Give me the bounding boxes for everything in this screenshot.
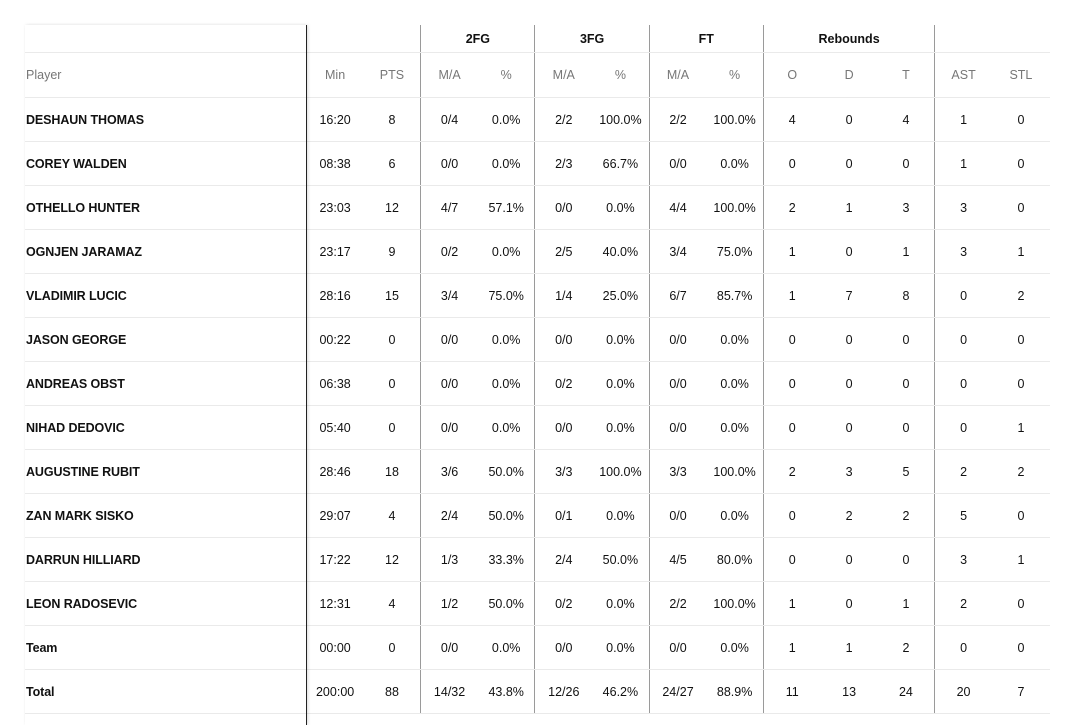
player-name[interactable]: DARRUN HILLIARD	[25, 538, 307, 582]
col-header-stl[interactable]: STL	[992, 53, 1050, 98]
cell-min: 06:38	[307, 362, 364, 406]
cell-ft-pct: 80.0%	[706, 538, 763, 582]
cell-ft-pct: 100.0%	[706, 582, 763, 626]
cell-2fg-pct: 50.0%	[478, 450, 535, 494]
cell-min: 28:16	[307, 274, 364, 318]
cell-2fg-ma: 1/2	[421, 582, 478, 626]
group-header-general	[307, 25, 421, 53]
cell-pts: 0	[364, 362, 421, 406]
col-header-reb-d[interactable]: D	[821, 53, 878, 98]
cell-ft-pct: 0.0%	[706, 142, 763, 186]
cell-2fg-ma: 0/2	[421, 230, 478, 274]
cell-2fg-ma: 0/0	[421, 406, 478, 450]
cell-3fg-ma: 0/2	[535, 582, 592, 626]
cell-2fg-ma: 0/0	[421, 142, 478, 186]
col-header-player[interactable]: Player	[25, 53, 307, 98]
cell-reb-d: 1	[821, 626, 878, 670]
cell-ft-ma: 0/0	[649, 142, 706, 186]
player-name: Team	[25, 626, 307, 670]
cell-reb-d: 0	[821, 230, 878, 274]
cell-reb-d: 0	[821, 362, 878, 406]
player-row	[25, 406, 1050, 450]
cell-ft-ma: 4/4	[649, 186, 706, 230]
cell-min: 05:40	[307, 406, 364, 450]
cell-reb-t: 0	[878, 142, 935, 186]
cell-pts: 0	[364, 318, 421, 362]
cell-3fg-ma: 2/2	[535, 98, 592, 142]
cell-min: 00:00	[307, 626, 364, 670]
cell-2fg-ma: 3/6	[421, 450, 478, 494]
cell-3fg-ma: 0/0	[535, 318, 592, 362]
cell-3fg-pct: 0.0%	[592, 186, 649, 230]
cell-3fg-pct: 66.7%	[592, 142, 649, 186]
cell-2fg-pct: 0.0%	[478, 406, 535, 450]
cell-ft-pct: 100.0%	[706, 450, 763, 494]
cell-reb-d: 0	[821, 582, 878, 626]
cell-3fg-ma: 0/2	[535, 362, 592, 406]
cell-min: 23:03	[307, 186, 364, 230]
player-name[interactable]: AUGUSTINE RUBIT	[25, 450, 307, 494]
cell-3fg-ma: 2/3	[535, 142, 592, 186]
cell-ast: 2	[935, 450, 992, 494]
cell-reb-d: 0	[821, 98, 878, 142]
cell-reb-o: 0	[763, 538, 820, 582]
cell-reb-o: 11	[763, 670, 820, 714]
cell-2fg-ma: 0/0	[421, 362, 478, 406]
cell-2fg-pct: 0.0%	[478, 362, 535, 406]
cell-stl: 7	[992, 670, 1050, 714]
group-header-row	[25, 25, 1050, 53]
table-body	[25, 98, 1050, 714]
cell-reb-t: 8	[878, 274, 935, 318]
cell-reb-o: 1	[763, 274, 820, 318]
player-name[interactable]: COREY WALDEN	[25, 142, 307, 186]
cell-min: 00:22	[307, 318, 364, 362]
cell-3fg-pct: 0.0%	[592, 626, 649, 670]
player-name[interactable]: LEON RADOSEVIC	[25, 582, 307, 626]
player-name[interactable]: ZAN MARK SISKO	[25, 494, 307, 538]
cell-2fg-ma: 1/3	[421, 538, 478, 582]
cell-ast: 1	[935, 98, 992, 142]
player-row	[25, 538, 1050, 582]
cell-stl: 0	[992, 142, 1050, 186]
cell-pts: 12	[364, 538, 421, 582]
cell-3fg-pct: 50.0%	[592, 538, 649, 582]
cell-ft-pct: 0.0%	[706, 362, 763, 406]
cell-ast: 0	[935, 626, 992, 670]
cell-reb-o: 0	[763, 494, 820, 538]
cell-reb-o: 4	[763, 98, 820, 142]
cell-ft-pct: 100.0%	[706, 98, 763, 142]
player-name[interactable]: OGNJEN JARAMAZ	[25, 230, 307, 274]
cell-ft-ma: 0/0	[649, 494, 706, 538]
cell-3fg-pct: 0.0%	[592, 362, 649, 406]
cell-reb-t: 1	[878, 582, 935, 626]
column-header-row	[25, 53, 1050, 98]
group-header-player	[25, 25, 307, 53]
cell-ft-ma: 4/5	[649, 538, 706, 582]
cell-reb-d: 7	[821, 274, 878, 318]
table-header	[25, 25, 1050, 98]
cell-3fg-ma: 0/1	[535, 494, 592, 538]
cell-ft-pct: 85.7%	[706, 274, 763, 318]
cell-2fg-ma: 0/0	[421, 626, 478, 670]
cell-min: 28:46	[307, 450, 364, 494]
cell-pts: 4	[364, 582, 421, 626]
group-header-ft: FT	[649, 25, 763, 53]
player-name[interactable]: NIHAD DEDOVIC	[25, 406, 307, 450]
cell-3fg-pct: 25.0%	[592, 274, 649, 318]
cell-stl: 1	[992, 406, 1050, 450]
cell-2fg-pct: 0.0%	[478, 230, 535, 274]
cell-ft-pct: 100.0%	[706, 186, 763, 230]
cell-2fg-pct: 43.8%	[478, 670, 535, 714]
cell-2fg-ma: 4/7	[421, 186, 478, 230]
cell-ft-ma: 3/4	[649, 230, 706, 274]
cell-reb-t: 0	[878, 318, 935, 362]
cell-2fg-pct: 75.0%	[478, 274, 535, 318]
cell-ft-pct: 88.9%	[706, 670, 763, 714]
cell-3fg-pct: 0.0%	[592, 318, 649, 362]
cell-reb-t: 0	[878, 538, 935, 582]
cell-reb-t: 1	[878, 230, 935, 274]
player-row	[25, 142, 1050, 186]
cell-2fg-ma: 2/4	[421, 494, 478, 538]
col-header-min[interactable]: Min	[307, 53, 364, 98]
player-row	[25, 230, 1050, 274]
cell-stl: 0	[992, 98, 1050, 142]
cell-stl: 2	[992, 450, 1050, 494]
col-header-reb-o[interactable]: O	[763, 53, 820, 98]
cell-reb-d: 3	[821, 450, 878, 494]
cell-ft-pct: 75.0%	[706, 230, 763, 274]
cell-stl: 0	[992, 318, 1050, 362]
player-row	[25, 98, 1050, 142]
box-score-table	[25, 25, 1050, 714]
cell-ft-ma: 3/3	[649, 450, 706, 494]
cell-ft-pct: 0.0%	[706, 494, 763, 538]
cell-2fg-pct: 57.1%	[478, 186, 535, 230]
cell-3fg-ma: 1/4	[535, 274, 592, 318]
col-header-ft-pct[interactable]: %	[706, 53, 763, 98]
col-header-2fg-ma[interactable]: M/A	[421, 53, 478, 98]
cell-stl: 0	[992, 582, 1050, 626]
cell-pts: 15	[364, 274, 421, 318]
cell-3fg-pct: 0.0%	[592, 494, 649, 538]
cell-2fg-pct: 0.0%	[478, 318, 535, 362]
cell-reb-t: 0	[878, 362, 935, 406]
cell-pts: 8	[364, 98, 421, 142]
cell-ast: 1	[935, 142, 992, 186]
group-header-2fg: 2FG	[421, 25, 535, 53]
cell-ft-ma: 6/7	[649, 274, 706, 318]
cell-reb-d: 13	[821, 670, 878, 714]
cell-reb-o: 1	[763, 582, 820, 626]
cell-reb-o: 0	[763, 142, 820, 186]
cell-2fg-ma: 14/32	[421, 670, 478, 714]
cell-stl: 2	[992, 274, 1050, 318]
player-row	[25, 186, 1050, 230]
cell-reb-o: 0	[763, 318, 820, 362]
cell-2fg-pct: 0.0%	[478, 98, 535, 142]
cell-3fg-pct: 100.0%	[592, 98, 649, 142]
player-row	[25, 582, 1050, 626]
cell-3fg-pct: 46.2%	[592, 670, 649, 714]
cell-pts: 88	[364, 670, 421, 714]
cell-ast: 0	[935, 406, 992, 450]
cell-stl: 0	[992, 626, 1050, 670]
cell-reb-o: 2	[763, 186, 820, 230]
cell-reb-o: 0	[763, 406, 820, 450]
cell-reb-t: 5	[878, 450, 935, 494]
cell-3fg-ma: 3/3	[535, 450, 592, 494]
cell-2fg-pct: 0.0%	[478, 142, 535, 186]
cell-min: 17:22	[307, 538, 364, 582]
cell-ft-pct: 0.0%	[706, 626, 763, 670]
cell-stl: 1	[992, 230, 1050, 274]
cell-3fg-pct: 0.0%	[592, 406, 649, 450]
cell-ast: 3	[935, 538, 992, 582]
cell-pts: 12	[364, 186, 421, 230]
cell-ast: 0	[935, 274, 992, 318]
cell-reb-t: 0	[878, 406, 935, 450]
player-row	[25, 362, 1050, 406]
cell-ast: 2	[935, 582, 992, 626]
cell-reb-t: 2	[878, 494, 935, 538]
player-name[interactable]: JASON GEORGE	[25, 318, 307, 362]
player-row	[25, 450, 1050, 494]
cell-ast: 20	[935, 670, 992, 714]
team-row	[25, 626, 1050, 670]
col-header-3fg-ma[interactable]: M/A	[535, 53, 592, 98]
cell-min: 08:38	[307, 142, 364, 186]
cell-reb-d: 0	[821, 406, 878, 450]
cell-3fg-ma: 0/0	[535, 186, 592, 230]
player-row	[25, 274, 1050, 318]
cell-ast: 3	[935, 186, 992, 230]
cell-ast: 3	[935, 230, 992, 274]
cell-reb-t: 24	[878, 670, 935, 714]
cell-pts: 0	[364, 626, 421, 670]
cell-reb-t: 2	[878, 626, 935, 670]
cell-stl: 0	[992, 362, 1050, 406]
cell-stl: 0	[992, 186, 1050, 230]
cell-reb-d: 0	[821, 142, 878, 186]
cell-reb-d: 2	[821, 494, 878, 538]
cell-ft-ma: 0/0	[649, 318, 706, 362]
cell-ft-ma: 24/27	[649, 670, 706, 714]
cell-3fg-ma: 0/0	[535, 626, 592, 670]
cell-ft-ma: 0/0	[649, 406, 706, 450]
cell-reb-d: 1	[821, 186, 878, 230]
col-header-reb-t[interactable]: T	[878, 53, 935, 98]
cell-ast: 0	[935, 362, 992, 406]
cell-reb-d: 0	[821, 538, 878, 582]
cell-2fg-pct: 0.0%	[478, 626, 535, 670]
box-score-container	[25, 25, 1050, 725]
cell-3fg-pct: 100.0%	[592, 450, 649, 494]
cell-ast: 5	[935, 494, 992, 538]
cell-ft-ma: 2/2	[649, 582, 706, 626]
group-header-3fg: 3FG	[535, 25, 649, 53]
cell-min: 16:20	[307, 98, 364, 142]
group-header-other	[935, 25, 1050, 53]
col-header-2fg-pct[interactable]: %	[478, 53, 535, 98]
cell-min: 29:07	[307, 494, 364, 538]
cell-pts: 9	[364, 230, 421, 274]
cell-reb-t: 3	[878, 186, 935, 230]
cell-pts: 18	[364, 450, 421, 494]
cell-3fg-pct: 0.0%	[592, 582, 649, 626]
col-header-3fg-pct[interactable]: %	[592, 53, 649, 98]
cell-reb-o: 1	[763, 626, 820, 670]
cell-ft-pct: 0.0%	[706, 406, 763, 450]
total-row	[25, 670, 1050, 714]
col-header-ft-ma[interactable]: M/A	[649, 53, 706, 98]
cell-2fg-pct: 33.3%	[478, 538, 535, 582]
cell-reb-o: 1	[763, 230, 820, 274]
cell-3fg-pct: 40.0%	[592, 230, 649, 274]
cell-3fg-ma: 2/5	[535, 230, 592, 274]
cell-2fg-pct: 50.0%	[478, 494, 535, 538]
cell-3fg-ma: 0/0	[535, 406, 592, 450]
cell-reb-o: 0	[763, 362, 820, 406]
cell-3fg-ma: 12/26	[535, 670, 592, 714]
col-header-pts[interactable]: PTS	[364, 53, 421, 98]
cell-2fg-pct: 50.0%	[478, 582, 535, 626]
col-header-ast[interactable]: AST	[935, 53, 992, 98]
cell-2fg-ma: 0/4	[421, 98, 478, 142]
player-name[interactable]: DESHAUN THOMAS	[25, 98, 307, 142]
cell-ast: 0	[935, 318, 992, 362]
cell-min: 23:17	[307, 230, 364, 274]
cell-reb-t: 4	[878, 98, 935, 142]
cell-reb-d: 0	[821, 318, 878, 362]
cell-ft-ma: 2/2	[649, 98, 706, 142]
player-name: Total	[25, 670, 307, 714]
cell-min: 200:00	[307, 670, 364, 714]
cell-pts: 0	[364, 406, 421, 450]
player-name[interactable]: ANDREAS OBST	[25, 362, 307, 406]
cell-pts: 6	[364, 142, 421, 186]
cell-reb-o: 2	[763, 450, 820, 494]
cell-ft-ma: 0/0	[649, 362, 706, 406]
cell-min: 12:31	[307, 582, 364, 626]
cell-ft-ma: 0/0	[649, 626, 706, 670]
cell-stl: 1	[992, 538, 1050, 582]
player-name[interactable]: VLADIMIR LUCIC	[25, 274, 307, 318]
cell-ft-pct: 0.0%	[706, 318, 763, 362]
cell-2fg-ma: 3/4	[421, 274, 478, 318]
player-row	[25, 494, 1050, 538]
cell-stl: 0	[992, 494, 1050, 538]
cell-3fg-ma: 2/4	[535, 538, 592, 582]
group-header-rebounds: Rebounds	[763, 25, 934, 53]
player-row	[25, 318, 1050, 362]
player-name[interactable]: OTHELLO HUNTER	[25, 186, 307, 230]
cell-2fg-ma: 0/0	[421, 318, 478, 362]
cell-pts: 4	[364, 494, 421, 538]
